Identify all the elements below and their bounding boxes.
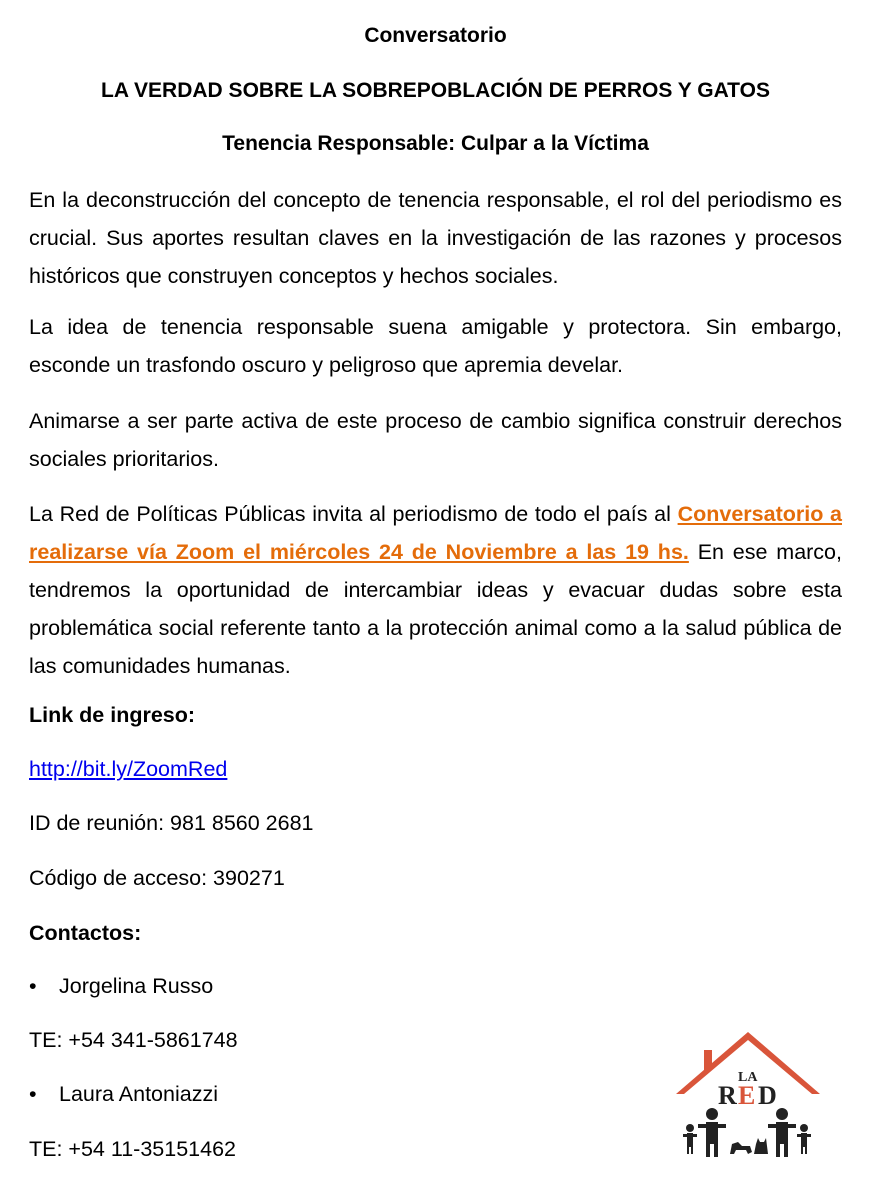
access-label: Link de ingreso: <box>29 703 196 727</box>
paragraph-intro: En la deconstrucción del concepto de tenencia responsable, el rol del periodismo es crucial. Sus aportes resultan claves en la investigación de las razones y procesos históricos que construyen conceptos y hechos sociales. <box>29 188 842 288</box>
meeting-id: ID de reunión: 981 8560 2681 <box>29 811 314 835</box>
logo-text-la: LA <box>738 1070 758 1085</box>
document-tagline: Tenencia Responsable: Culpar a la Víctima <box>222 132 649 155</box>
logo-text-r: R <box>718 1081 737 1110</box>
chimney-icon <box>704 1050 712 1070</box>
access-link-line <box>29 757 227 782</box>
contact-name: Jorgelina Russo <box>59 974 214 998</box>
contact-item <box>29 974 213 999</box>
family-figures-icon <box>683 1108 811 1157</box>
logo-text-d: D <box>758 1081 777 1110</box>
contact-name: Laura Antoniazzi <box>59 1082 218 1106</box>
paragraph-encouragement: Animarse a ser parte activa de este proceso de cambio significa construir derechos sociales prioritarios. <box>29 409 842 471</box>
bullet: • <box>29 974 37 998</box>
access-code: Código de acceso: 390271 <box>29 866 285 890</box>
event-highlight: Conversatorio a realizarse vía Zoom el miércoles 24 de Noviembre a las 19 hs. <box>29 502 842 564</box>
contact-item <box>29 1082 218 1107</box>
la-red-logo <box>672 1026 824 1164</box>
logo-text-e: E <box>738 1081 756 1110</box>
contact-phone: TE: +54 11-35151462 <box>29 1137 237 1161</box>
bullet: • <box>29 1082 37 1106</box>
document-title: Conversatorio <box>364 24 507 47</box>
contacts-label: Contactos: <box>29 921 142 945</box>
zoom-link[interactable]: http://bit.ly/ZoomRed <box>29 757 228 781</box>
paragraph-invitation <box>29 495 842 685</box>
paragraph-idea: La idea de tenencia responsable suena amigable y protectora. Sin embargo, esconde un trasfondo oscuro y peligroso que apremia develar. <box>29 315 842 377</box>
contact-phone: TE: +54 341-5861748 <box>29 1028 238 1052</box>
document-subtitle: LA VERDAD SOBRE LA SOBREPOBLACIÓN DE PERROS Y GATOS <box>101 79 770 102</box>
invitation-rest: En ese marco, tendremos la oportunidad de intercambiar ideas y evacuar dudas sobre esta problemática social referente tanto a la protección animal como a la salud pública de las comunidades humanas. <box>29 540 842 678</box>
invitation-intro: La Red de Políticas Públicas invita al periodismo de todo el país al <box>29 502 678 526</box>
